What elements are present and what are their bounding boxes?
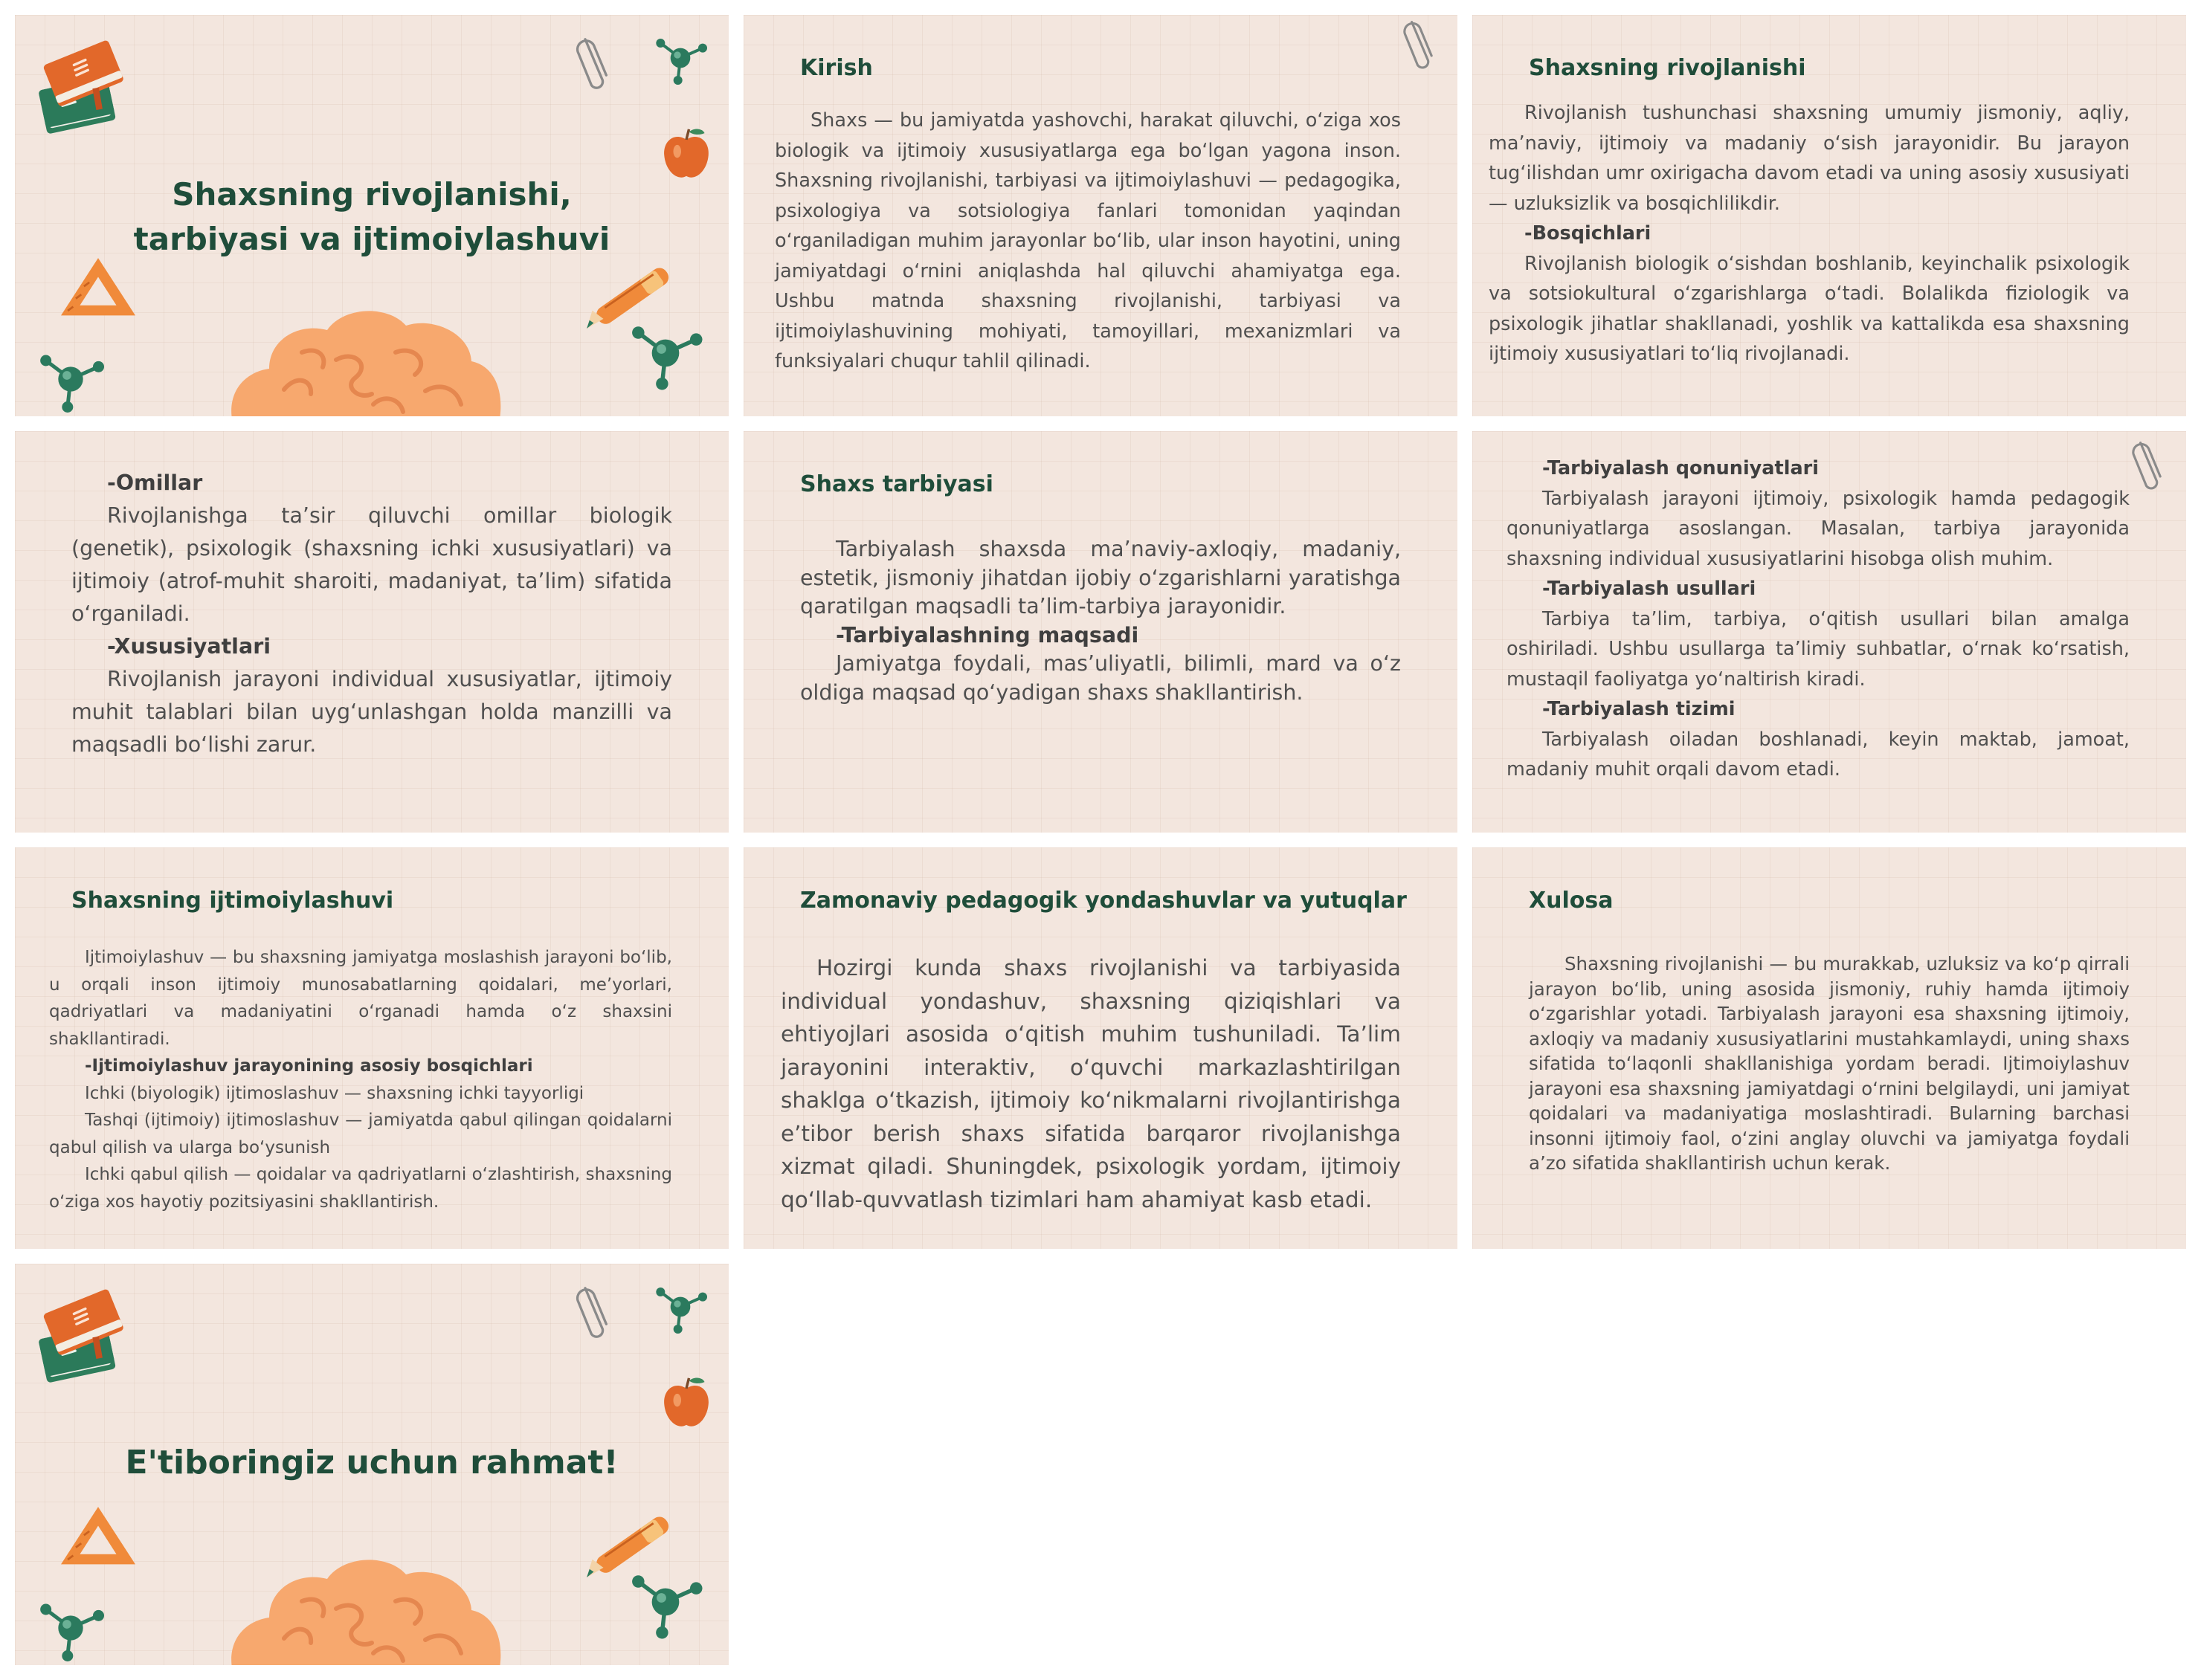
slide-body	[781, 952, 1401, 1216]
paragraph: Tashqi (ijtimoiy) ijtimoslashuv — jamiyatda qabul qilingan qoidalarni qabul qilish va ularga bo‘ysunish	[49, 1111, 672, 1157]
molecule-icon	[651, 1277, 710, 1337]
slide-body	[800, 535, 1401, 707]
slide-body	[775, 106, 1401, 377]
slide-heading: Xulosa	[1529, 888, 1614, 914]
slide-tarbiya	[744, 431, 1457, 833]
paragraph: Ijtimoiylashuv — bu shaxsning jamiyatga moslashish jarayoni bo‘lib, u orqali inson ijtimoiy munosabatlarning qoidalari, me’yorlari, qadriyatlari va madaniyatini o‘rganadi hamda o‘z shaxsini shakllantiradi.	[49, 948, 672, 1049]
paragraph: Ichki (biyologik) ijtimoslashuv — shaxsning ichki tayyorligi	[85, 1083, 584, 1103]
slide-zamonaviy	[744, 847, 1457, 1249]
slide-heading: Zamonaviy pedagogik yondashuvlar va yutuqlar	[800, 888, 1407, 914]
molecule-icon	[651, 28, 710, 88]
subheading: -Omillar	[107, 471, 203, 495]
title-line-2: tarbiyasi va ijtimoiylashuvi	[133, 221, 610, 257]
apple-icon	[660, 125, 712, 184]
slide-body	[1529, 952, 2130, 1176]
paragraph: Shaxsning rivojlanishi — bu murakkab, uzluksiz va ko‘p qirrali jarayon bo‘lib, uning asosida jismoniy, ruhiy hamda ijtimoiy o‘zgarishlar yotadi. Tarbiyalash jarayoni esa shaxsning ijtimoiy, axloqiy va madaniy xususiyatlarini mustahkamlaydi, uning shaxs sifatida to‘laqonli shakllanishiga yordam beradi. Ijtimoiylashuv jarayoni esa shaxsning jamiyatdagi o‘rnini belgilaydi, uni jamiyat qoidalari va madaniyatiga moslashtiradi. Bularning barchasi insonni ijtimoiy faol, o‘zini anglay oluvchi va jamiyatga foydali a’zo sifatida shakllantirish uchun kerak.	[1529, 953, 2130, 1174]
molecule-icon	[625, 1561, 706, 1643]
paperclip-icon	[2127, 431, 2168, 495]
slide-body	[71, 467, 672, 761]
paragraph: Tarbiyalash shaxsda ma’naviy-axloqiy, madaniy, estetik, jismoniy jihatdan ijobiy o‘zgarishlarni yaratishga qaratilgan maqsadli ta’lim-tarbiya jarayonidir.	[800, 537, 1401, 618]
brain-icon	[225, 1549, 507, 1665]
ruler-triangle-icon	[54, 251, 143, 326]
subheading: -Ijtimoiylashuv jarayonining asosiy bosqichlari	[85, 1056, 533, 1076]
molecule-icon	[30, 342, 112, 416]
subheading: -Bosqichlari	[1524, 222, 1651, 245]
paragraph: Ichki qabul qilish — qoidalar va qadriyatlarni o‘zlashtirish, shaxsning o‘ziga xos hayotiy pozitsiyasini shakllantirish.	[49, 1165, 672, 1212]
slide-qonuniyatlar	[1472, 431, 2186, 833]
ruler-triangle-icon	[54, 1500, 143, 1574]
slide-rivojlanish	[1472, 15, 2186, 416]
paragraph: Rivojlanish biologik o‘sishdan boshlanib, keyinchalik psixologik va sotsiokultural o‘zgarishlarga o‘tadi. Bolalikda fiziologik va psixologik jihatlar shakllanadi, yoshlik va kattalikda esa shaxsning ijtimoiy xususiyatlari to‘liq rivojlanadi.	[1489, 252, 2130, 365]
paragraph: Rivojlanish tushunchasi shaxsning umumiy jismoniy, aqliy, ma’naviy, ijtimoiy va madaniy o‘sish jarayonidir. Bu jarayon tug‘ilishdan umr oxirigacha davom etadi va uning asosiy xususiyati — uzluksizlik va bosqichlilikdir.	[1489, 102, 2130, 215]
slide-kirish	[744, 15, 1457, 416]
paperclip-icon	[574, 1276, 611, 1344]
apple-icon	[660, 1374, 712, 1433]
slide-body	[1506, 453, 2130, 785]
subheading: -Tarbiyalash usullari	[1542, 578, 1756, 600]
slide-title	[15, 15, 729, 416]
paragraph: Tarbiyalash jarayoni ijtimoiy, psixologik hamda pedagogik qonuniyatlarga asoslangan. Masalan, tarbiya jarayonida shaxsning individual xususiyatlarini hisobga olish muhim.	[1506, 487, 2130, 570]
slide-xulosa	[1472, 847, 2186, 1249]
paragraph: Rivojlanishga ta’sir qiluvchi omillar biologik (genetik), psixologik (shaxsning ichki xususiyatlari) va ijtimoiy (atrof-muhit sharoiti, madaniyat, ta’lim) sifatida o‘rganiladi.	[71, 503, 672, 626]
brain-icon	[225, 300, 507, 416]
subheading: -Tarbiyalash qonuniyatlari	[1542, 457, 1819, 479]
paragraph: Jamiyatga foydali, mas’uliyatli, bilimli, mard va o‘z oldiga maqsad qo‘yadigan shaxs shakllantirish.	[800, 651, 1401, 705]
slide-heading: Shaxsning rivojlanishi	[1529, 55, 1806, 81]
slide-heading: Kirish	[800, 55, 873, 81]
slide-body	[49, 944, 672, 1215]
molecule-icon	[625, 312, 706, 394]
title-line-1: Shaxsning rivojlanishi,	[172, 176, 572, 213]
books-icon	[36, 37, 125, 141]
paragraph: Rivojlanish jarayoni individual xususiyatlar, ijtimoiy muhit talablari bilan uyg‘unlashgan holda manzilli va maqsadli bo‘lishi zarur.	[71, 667, 672, 757]
paragraph: Hozirgi kunda shaxs rivojlanishi va tarbiyasida individual yondashuv, shaxsning qiziqishlari va ehtiyojlari asosida o‘qitish muhim tushuniladi. Ta’lim jarayonini interaktiv, o‘quvchi markazlashtirilgan shaklga o‘tkazish, ijtimoiy ko‘nikmalarni rivojlantirishga e’tibor berish shaxs sifatida barqaror rivojlanishga xizmat qiladi. Shuningdek, psixologik yordam, ijtimoiy qo‘llab-quvvatlash tizimlari ham ahamiyat kasb etadi.	[781, 955, 1401, 1212]
slide-heading: Shaxs tarbiyasi	[800, 471, 993, 497]
slide-heading: Shaxsning ijtimoiylashuvi	[71, 888, 394, 914]
subheading: -Tarbiyalashning maqsadi	[836, 622, 1139, 647]
paragraph: Tarbiyalash oiladan boshlanadi, keyin maktab, jamoat, madaniy muhit orqali davom etadi.	[1506, 728, 2130, 781]
paragraph: Tarbiya ta’lim, tarbiya, o‘qitish usullari bilan amalga oshiriladi. Ushbu usullarga ta’limiy suhbatlar, o‘rnak ko‘rsatish, mustaqil faoliyatga yo‘naltirish kiradi.	[1506, 607, 2130, 691]
paragraph: Shaxs — bu jamiyatda yashovchi, harakat qiluvchi, o‘ziga xos biologik va ijtimoiy xususiyatlarga ega bo‘lgan yagona inson. Shaxsning rivojlanishi, tarbiyasi va ijtimoiylashuvi — pedagogika, psixologiya va sotsiologiya fanlari tomonidan yaqindan o‘rganiladigan muhim jarayonlar bo‘lib, ular inson hayotini, uning jamiyatdagi o‘rnini aniqlashda hal qiluvchi ahamiyatga ega. Ushbu matnda shaxsning rivojlanishi, tarbiyasi va ijtimoiylashuvining mohiyati, tamoyillari, mexanizmlari va funksiyalari chuqur tahlil qilinadi.	[775, 109, 1401, 372]
thanks-title: E'tiboringiz uchun rahmat!	[125, 1444, 619, 1482]
molecule-icon	[30, 1591, 112, 1665]
slide-omillar	[15, 431, 729, 833]
books-icon	[36, 1286, 125, 1390]
slide-thanks	[15, 1264, 729, 1665]
subheading: -Tarbiyalash tizimi	[1542, 698, 1736, 720]
paperclip-icon	[574, 27, 611, 95]
subheading: -Xususiyatlari	[107, 634, 271, 659]
paperclip-icon	[1398, 15, 1440, 74]
slide-ijtimoiylashuv	[15, 847, 729, 1249]
slide-body	[1489, 98, 2130, 369]
presentation-title	[104, 172, 639, 262]
